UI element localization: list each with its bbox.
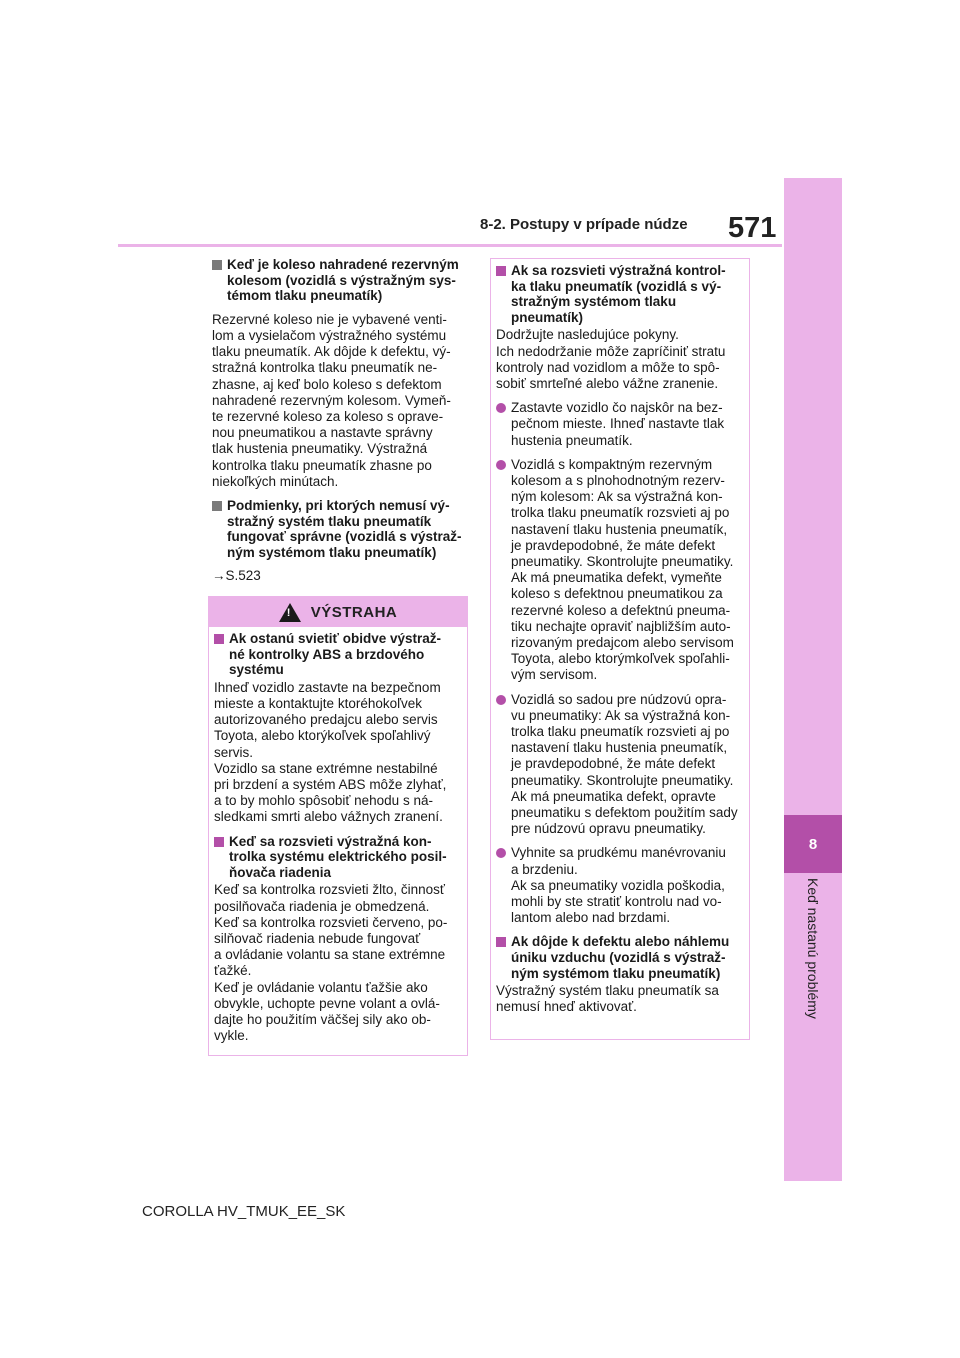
- text-line: vým servisom.: [511, 667, 598, 683]
- text-line: niekoľkých minútach.: [212, 473, 339, 489]
- text-line: Ak má pneumatika defekt, vymeňte: [511, 570, 722, 586]
- text-line: Ihneď vozidlo zastavte na bezpečnom: [214, 679, 441, 695]
- text-line: Ak ostanú svietiť obidve výstraž-: [229, 631, 442, 646]
- text-line: ka tlaku pneumatík (vozidlá s vý-: [511, 278, 722, 294]
- text-line: stražný systém tlaku pneumatík: [227, 513, 432, 529]
- text-line: mohli by ste stratiť kontrolu nad vo-: [511, 894, 722, 910]
- text-line: Ak sa pneumatiky vozidla poškodia,: [511, 877, 725, 893]
- text-line: pneumatiky. Skontrolujte pneumatiky.: [511, 554, 734, 570]
- text-line: ným kolesom: Ak sa výstražná kon-: [511, 489, 723, 505]
- text-line: nahradené rezervným kolesom. Vymeň-: [212, 392, 451, 408]
- square-bullet-icon: [214, 634, 224, 644]
- text-line: pre núdzovú opravu pneumatiky.: [511, 821, 706, 837]
- text-line: vykle.: [214, 1028, 249, 1044]
- round-bullet-icon: [496, 695, 506, 705]
- text-line: tlak hustenia pneumatiky. Výstražná: [212, 441, 428, 457]
- text-line: nou pneumatikou a nastavte správny: [212, 425, 433, 441]
- paragraph-sudden-leak: [496, 983, 745, 1015]
- text-line: nastavení tlaku hustenia pneumatík,: [511, 740, 728, 756]
- text-line: Keď sa kontrolka rozsvieti červeno, po-: [214, 914, 448, 930]
- text-line: stražným systémom tlaku: [511, 294, 677, 310]
- text-line: tlaku pneumatík. Ak dôjde k defektu, vý-: [212, 344, 451, 360]
- text-line: ťažké.: [214, 963, 252, 979]
- text-line: Keď je koleso nahradené rezervným: [227, 257, 459, 272]
- round-bullet-icon: [496, 848, 506, 858]
- text-line: silňovač riadenia nebude fungovať: [214, 931, 421, 946]
- warning-paragraph-abs: [214, 680, 463, 826]
- text-line: kolesom (vozidlá s výstražným sys-: [227, 272, 456, 288]
- warning-subheading-abs: [214, 631, 463, 678]
- text-line: a brzdeniu.: [511, 861, 578, 877]
- text-line: Keď je ovládanie volantu ťažšie ako: [214, 979, 428, 995]
- subheading-light-on: [496, 263, 745, 325]
- text-line: Dodržujte nasledujúce pokyny.: [496, 327, 679, 343]
- bullet-spare-wheel: [496, 457, 745, 684]
- text-line: Keď sa kontrolka rozsvieti žlto, činnosť: [214, 882, 445, 898]
- document-footer: COROLLA HV_TMUK_EE_SK: [142, 1203, 346, 1220]
- text-line: ňovača riadenia: [229, 864, 332, 880]
- warning-subheading-steering: [214, 834, 463, 881]
- bullet-stop-vehicle: [496, 400, 745, 449]
- text-line: trolka tlaku pneumatík rozsvieti aj po: [511, 505, 730, 521]
- square-bullet-icon: [212, 260, 222, 270]
- text-line: koleso s defektnou pneumatikou za: [511, 586, 723, 602]
- text-line: sledkami smrti alebo vážnych zranení.: [214, 809, 443, 825]
- text-line: Podmienky, pri ktorých nemusí vý-: [227, 498, 450, 514]
- text-line: Toyota, alebo ktorýmkoľvek spoľahli-: [511, 651, 730, 667]
- text-line: je pravdepodobné, že máte defekt: [511, 537, 716, 553]
- text-line: hustenia pneumatík.: [511, 432, 633, 448]
- text-line: kolesom a s plnohodnotným rezerv-: [511, 473, 725, 488]
- text-line: né kontrolky ABS a brzdového: [229, 646, 425, 662]
- text-line: Zastavte vozidlo čo najskôr na bez-: [511, 400, 723, 416]
- chapter-number: 8: [784, 815, 842, 873]
- text-line: a ovládanie volantu sa stane extrémne: [214, 947, 446, 963]
- text-line: je pravdepodobné, že máte defekt: [511, 756, 716, 772]
- page-reference: →S.523: [212, 568, 261, 584]
- text-line: vu pneumatiky: Ak sa výstražná kon-: [511, 707, 731, 723]
- text-line: te rezervné koleso za koleso s oprave-: [212, 409, 444, 424]
- bullet-avoid-manoeuvres: [496, 845, 745, 926]
- warning-header: [209, 597, 467, 627]
- text-line: Vozidlo sa stane extrémne nestabilné: [214, 760, 438, 776]
- text-line: kontrolka tlaku pneumatík zhasne po: [212, 457, 432, 473]
- text-line: Keď sa rozsvieti výstražná kon-: [229, 833, 432, 849]
- warning-title: VÝSTRAHA: [310, 603, 398, 621]
- page-number: 571: [728, 212, 777, 244]
- text-line: Ak sa rozsvieti výstražná kontrol-: [511, 263, 726, 278]
- tire-pressure-warning-box: [490, 258, 750, 1040]
- text-line: Vozidlá so sadou pre núdzovú opra-: [511, 691, 727, 707]
- square-bullet-icon: [212, 501, 222, 511]
- text-line: lantom alebo nad brzdami.: [511, 910, 671, 926]
- text-line: lom a vysielačom výstražného systému: [212, 327, 447, 343]
- section-title: 8-2. Postupy v prípade núdze: [480, 216, 688, 233]
- bullet-repair-kit: [496, 692, 745, 838]
- warning-triangle-icon: !: [279, 603, 301, 622]
- subheading-spare-wheel: [212, 257, 468, 304]
- text-line: a to by mohlo spôsobiť nehodu s ná-: [214, 793, 433, 809]
- text-line: Vyhnite sa prudkému manévrovaniu: [511, 845, 726, 861]
- square-bullet-icon: [496, 266, 506, 276]
- text-line: ným systémom tlaku pneumatík): [227, 544, 437, 560]
- text-line: trolka systému elektrického posil-: [229, 849, 447, 865]
- text-line: pri brzdení a systém ABS môže zlyhať,: [214, 777, 447, 792]
- text-line: rizovaným predajcom alebo servisom: [511, 635, 734, 651]
- text-line: autorizovaného predajcu alebo servis: [214, 712, 438, 728]
- text-line: rezervné koleso a defektnú pneuma-: [511, 602, 731, 618]
- text-line: nemusí hneď aktivovať.: [496, 999, 637, 1015]
- paragraph-instructions: [496, 327, 745, 392]
- round-bullet-icon: [496, 403, 506, 413]
- text-line: dajte ho použitím väčšej sily ako ob-: [214, 1012, 431, 1028]
- text-line: servis.: [214, 744, 254, 760]
- text-line: posilňovača riadenia je obmedzená.: [214, 898, 430, 914]
- text-line: Ich nedodržanie môže zapríčiniť stratu: [496, 343, 726, 359]
- text-line: fungovať správne (vozidlá s výstraž-: [227, 529, 462, 545]
- text-line: sobiť smrteľné alebo vážne zranenie.: [496, 375, 719, 391]
- text-line: Rezervné koleso nie je vybavené venti-: [212, 311, 447, 327]
- text-line: pneumatiky. Skontrolujte pneumatiky.: [511, 772, 734, 788]
- text-line: Výstražný systém tlaku pneumatík sa: [496, 983, 719, 999]
- subheading-sudden-leak: [496, 934, 745, 981]
- text-line: pneumatiku s defektom použitím sady: [511, 805, 738, 821]
- text-line: mieste a kontaktujte ktoréhokoľvek: [214, 695, 423, 711]
- warning-paragraph-steering: [214, 882, 463, 1044]
- left-column: [212, 257, 468, 593]
- text-line: trolka tlaku pneumatík rozsvieti aj po: [511, 724, 730, 740]
- header-rule: [118, 244, 782, 247]
- warning-box: [208, 596, 468, 1056]
- subheading-conditions: [212, 498, 468, 560]
- text-line: systému: [229, 662, 284, 678]
- text-line: Vozidlá s kompaktným rezervným: [511, 456, 713, 472]
- text-line: pneumatík): [511, 309, 584, 325]
- text-line: kontroly nad vozidlom a môže to spô-: [496, 359, 720, 375]
- text-line: stražná kontrolka tlaku pneumatík ne-: [212, 360, 438, 376]
- text-line: Ak dôjde k defektu alebo náhlemu: [511, 934, 730, 950]
- square-bullet-icon: [496, 937, 506, 947]
- text-line: nastavení tlaku hustenia pneumatík,: [511, 521, 728, 537]
- text-line: ným systémom tlaku pneumatík): [511, 965, 721, 981]
- text-line: témom tlaku pneumatík): [227, 288, 383, 304]
- text-line: pečnom mieste. Ihneď nastavte tlak: [511, 416, 725, 432]
- paragraph-spare-wheel: [212, 312, 468, 490]
- chapter-title-vertical: [784, 878, 842, 1038]
- text-line: zhasne, aj keď bolo koleso s defektom: [212, 376, 442, 392]
- text-line: Toyota, alebo ktorýkoľvek spoľahlivý: [214, 728, 431, 744]
- text-line: úniku vzduchu (vozidlá s výstraž-: [511, 950, 726, 966]
- chapter-title: Keď nastanú problémy: [805, 878, 821, 1019]
- text-line: Ak má pneumatika defekt, opravte: [511, 788, 716, 804]
- round-bullet-icon: [496, 460, 506, 470]
- text-line: tiku nechajte opraviť najbližším auto-: [511, 618, 731, 634]
- text-line: obvykle, uchopte pevne volant a ovlá-: [214, 995, 440, 1011]
- square-bullet-icon: [214, 837, 224, 847]
